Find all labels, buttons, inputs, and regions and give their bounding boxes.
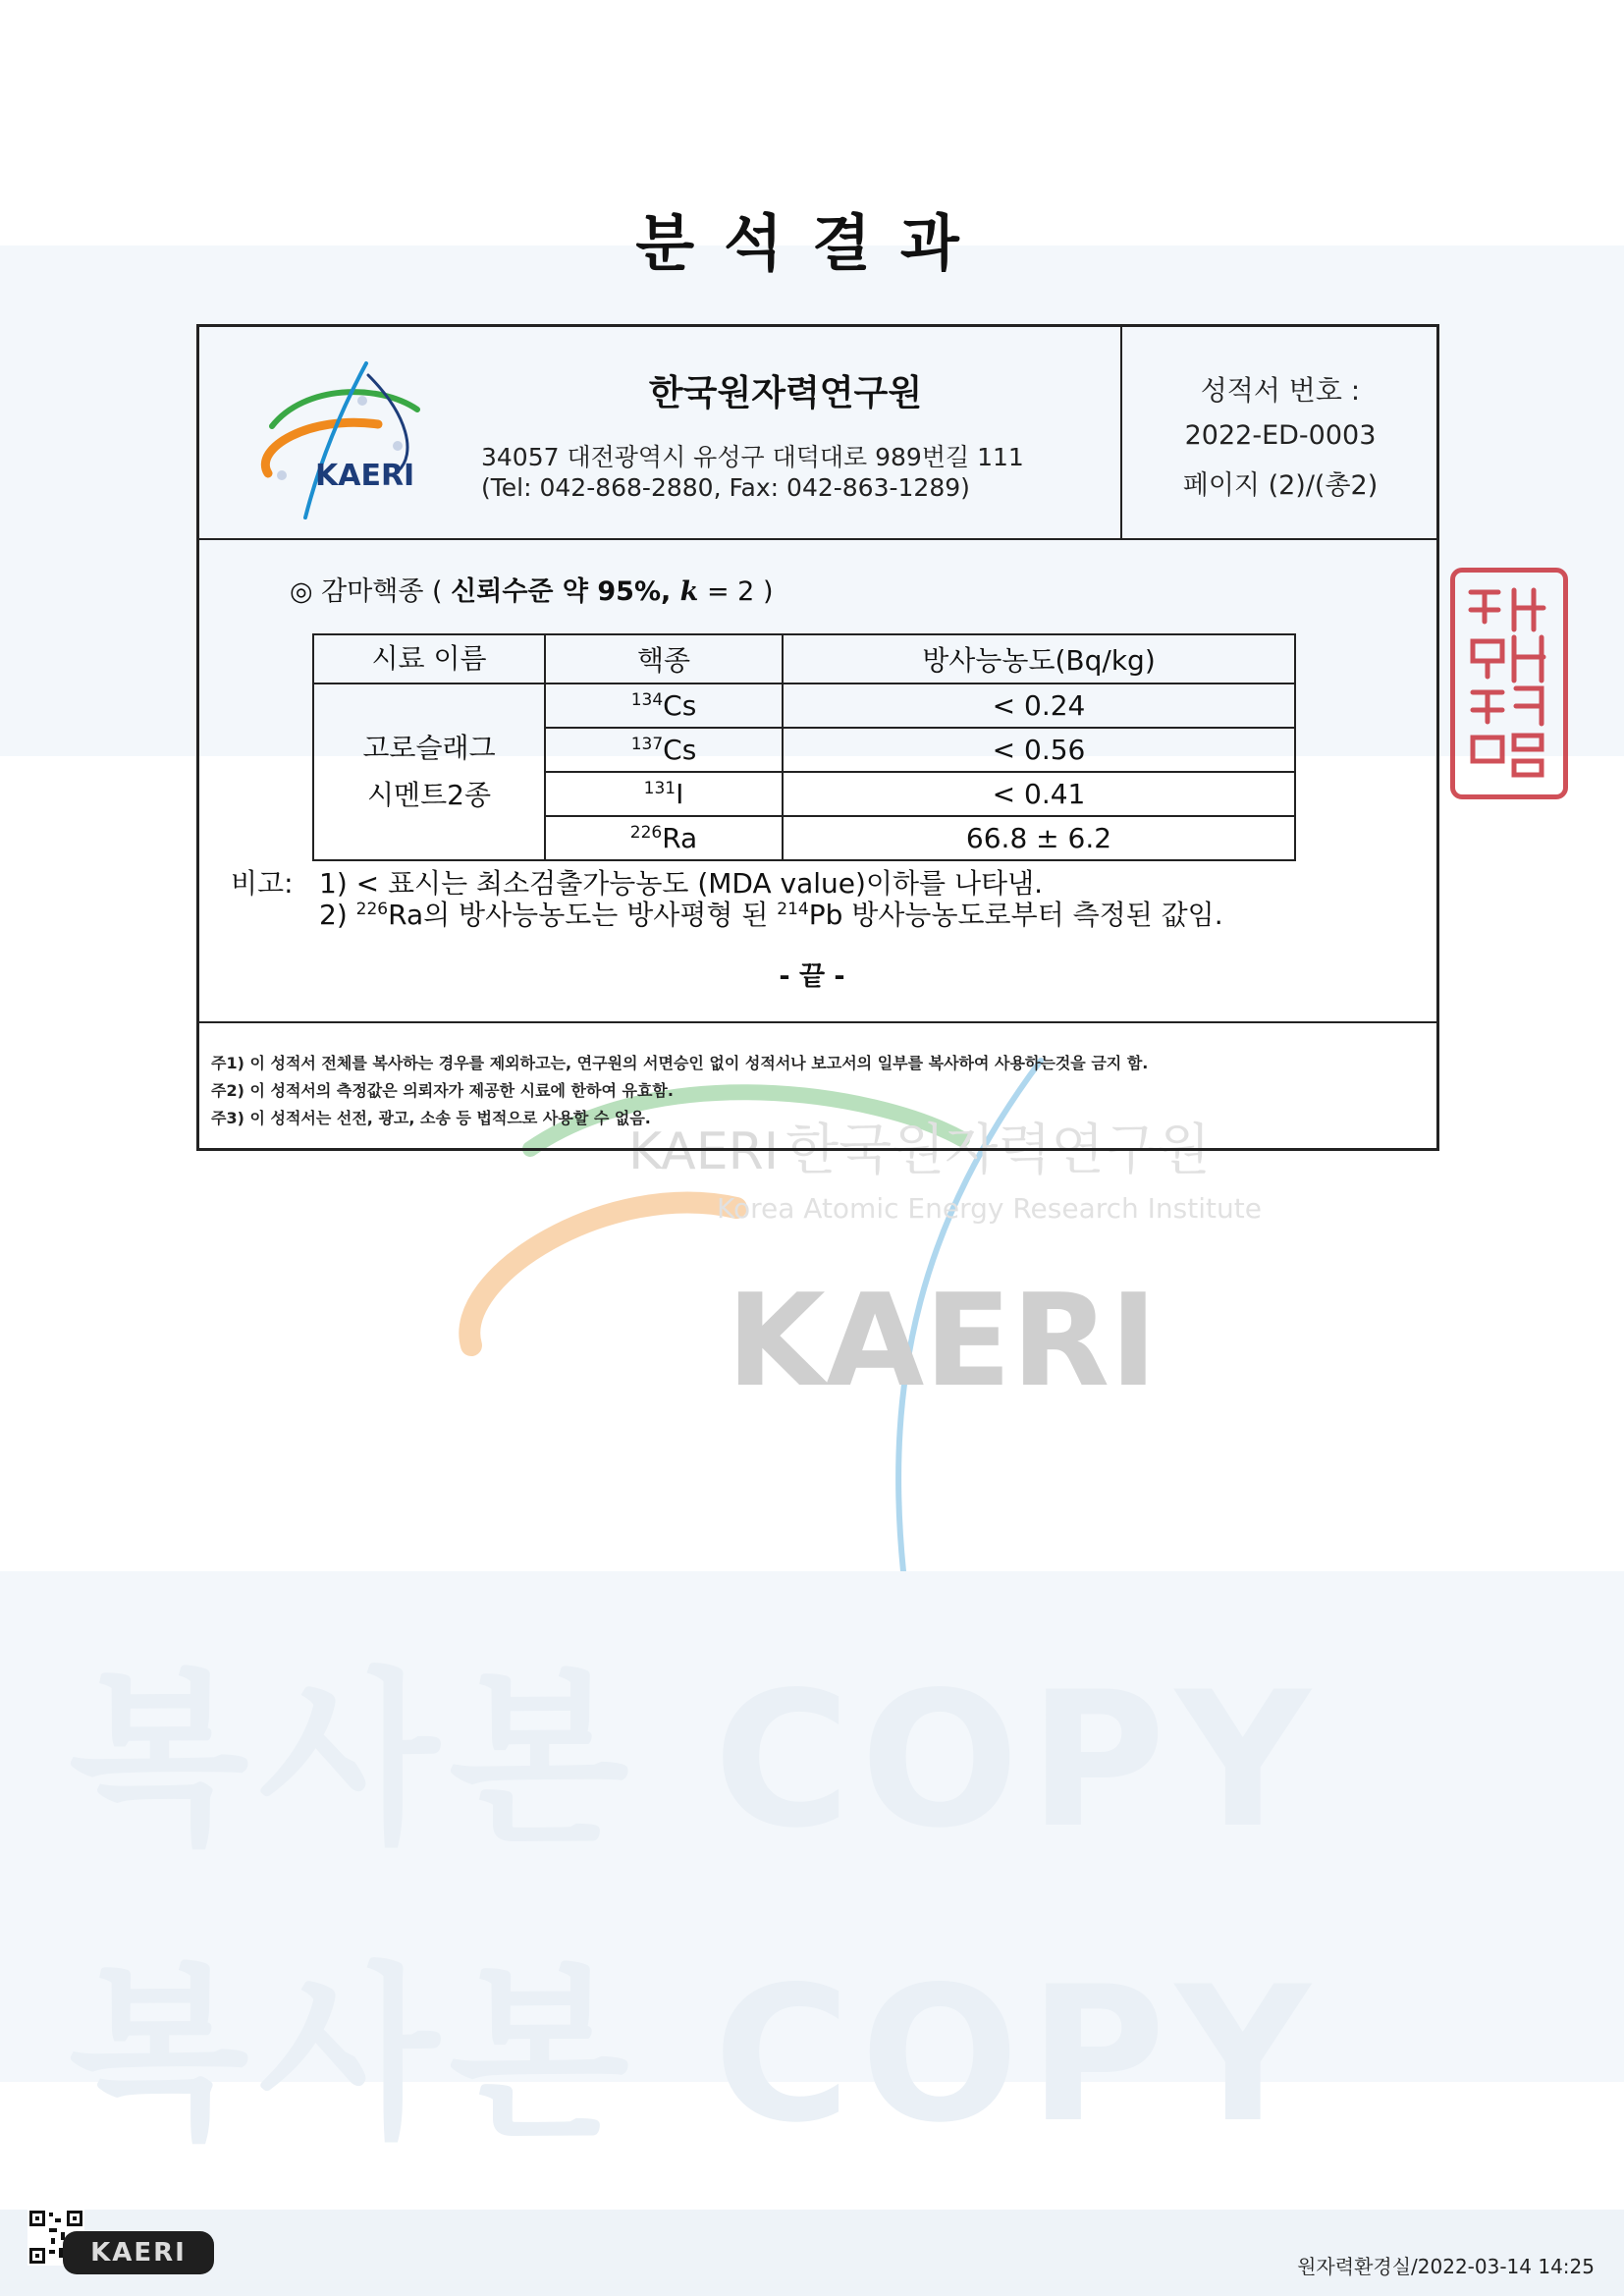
table-row [313, 683, 1295, 728]
section-confidence: 신뢰수준 약 95%, [451, 576, 680, 607]
watermark-kaeri-big: KAERI [727, 1266, 1158, 1415]
sample-name-line2: 시멘트2종 [366, 779, 491, 811]
section-k-symbol: k [679, 576, 699, 607]
nuclide-cell [545, 772, 783, 816]
org-address: 34057 대전광역시 유성구 대덕대로 989번길 111 [481, 443, 1024, 471]
nuclide-element: Ra [662, 822, 698, 854]
org-name: 한국원자력연구원 [648, 373, 923, 413]
footnote-1: 주1) 이 성적서 전체를 복사하는 경우를 제외하고는, 연구원의 서면승인 없이 성적서나 보고서의 일부를 복사하여 사용하는것을 금지 함. [211, 1054, 1149, 1072]
svg-text:Korea Atomic Energy Research I [717, 1192, 1262, 1225]
note-2-text-b: Pb 방사능농도로부터 측정된 값임. [808, 899, 1223, 931]
sample-name-cell [313, 683, 545, 860]
nuclide-mass: 131 [643, 779, 677, 798]
bottom-kaeri-logo: KAERI [63, 2231, 214, 2274]
watermark-org-kr: 한국원자력연구원 [785, 1119, 1211, 1182]
nuclide-cell [545, 683, 783, 728]
table-header-row [313, 634, 1295, 683]
nuclide-cell [545, 816, 783, 860]
notes-label: 비고: [231, 867, 294, 900]
section-prefix: ◎ 감마핵종 ( [290, 576, 452, 607]
nuclide-cell [545, 728, 783, 772]
activity-cell: < 0.24 [783, 683, 1295, 728]
org-contact: (Tel: 042-868-2880, Fax: 042-863-1289) [481, 473, 970, 502]
nuclide-mass: 226 [629, 823, 663, 843]
nuclide-mass: 137 [630, 735, 664, 754]
nuclide-element: Cs [663, 689, 697, 722]
footnote-divider [198, 1021, 1437, 1023]
cert-number: 2022-ED-0003 [1184, 420, 1377, 451]
sample-name-line1: 고로슬래그 [362, 732, 496, 764]
section-heading [290, 570, 773, 608]
header-activity: 방사능농도(Bq/kg) [783, 634, 1295, 683]
watermark-copy-text: 복사본 COPY [69, 1652, 1321, 1869]
header-divider-horizontal [198, 538, 1437, 540]
note-2-text-a: Ra의 방사능농도는 방사평형 된 [388, 899, 769, 931]
watermark-copy-text-2: 복사본 COPY [69, 1946, 1321, 2163]
results-table [312, 633, 1296, 861]
activity-cell: < 0.41 [783, 772, 1295, 816]
nuclide-element: Cs [663, 734, 697, 766]
footnote-3: 주3) 이 성적서는 선전, 광고, 소송 등 법적으로 사용할 수 없음. [211, 1109, 651, 1127]
nuclide-element: I [676, 778, 684, 810]
page-info: 페이지 (2)/(총2) [1182, 470, 1379, 501]
official-seal-glyphs [1455, 573, 1563, 794]
activity-cell: 66.8 ± 6.2 [783, 816, 1295, 860]
watermark-kaeri-small: KAERI [628, 1122, 780, 1181]
page-title: 분석결과 [635, 207, 989, 279]
footnote-2: 주2) 이 성적서의 측정값은 의뢰자가 제공한 시료에 한하여 유효함. [211, 1081, 674, 1100]
note-2-mass-b: 214 [777, 900, 809, 919]
note-2 [319, 894, 1223, 933]
official-seal [1450, 568, 1568, 799]
print-stamp: 원자력환경실/2022-03-14 14:25 [1297, 2255, 1595, 2278]
section-suffix: = 2 ) [698, 576, 774, 607]
header-sample-name: 시료 이름 [313, 634, 545, 683]
note-2-number: 2) [319, 899, 348, 931]
svg-text:KAERI [315, 459, 414, 493]
end-mark: - 끝 - [779, 961, 845, 992]
cert-number-label: 성적서 번호 : [1200, 374, 1361, 407]
watermark-org-en: Korea Atomic Energy Research Institute [717, 1192, 1262, 1225]
kaeri-logo-text: KAERI [315, 459, 415, 493]
activity-cell: < 0.56 [783, 728, 1295, 772]
header-nuclide: 핵종 [545, 634, 783, 683]
nuclide-mass: 134 [630, 690, 664, 710]
note-2-mass-a: 226 [355, 900, 389, 919]
kaeri-logo [250, 355, 437, 522]
note-1: 1) < 표시는 최소검출가능농도 (MDA value)이하를 나타냄. [319, 867, 1044, 900]
svg-text:KAERI [727, 1266, 1158, 1415]
